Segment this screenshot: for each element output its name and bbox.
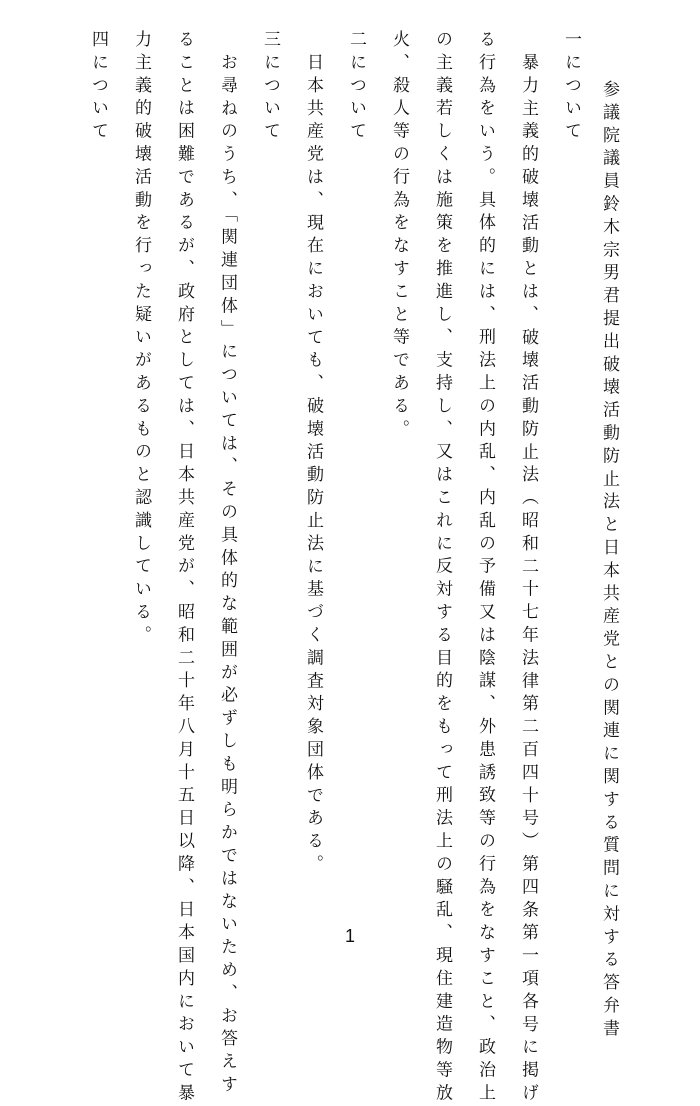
page-number: 1: [344, 926, 355, 946]
section-1-line-4: 火、殺人等の行為をなすこと等である。: [389, 30, 409, 443]
section-heading-1: 一について: [561, 30, 581, 145]
section-3-line-2: ることは困難であるが、政府としては、日本共産党が、昭和二十年八月十五日以降、日本国内において暴: [174, 30, 194, 1106]
section-3-line-3: 力主義的破壊活動を行った疑いがあるものと認識している。: [131, 30, 151, 649]
section-heading-3: 三について: [260, 30, 280, 145]
section-heading-4: 四について: [88, 30, 108, 145]
section-heading-2: 二について: [346, 30, 366, 145]
section-1-line-3: の主義若しくは施策を推進し、支持し、又はこれに反対する目的をもって刑法上の騒乱、現住建造物等放: [432, 30, 452, 1106]
document-title: 参議院議員鈴木宗男君提出破壊活動防止法と日本共産党との関連に関する質問に対する答弁書: [599, 80, 619, 1042]
section-3-line-1: お尋ねのうち、「関連団体」については、その具体的な範囲が必ずしも明らかではないため、お答えす: [217, 53, 237, 1098]
section-1-line-1: 暴力主義的破壊活動とは、破壊活動防止法（昭和二十七年法律第二百四十号）第四条第一項各号に掲げ: [518, 53, 538, 1106]
section-2-line-1: 日本共産党は、現在においても、破壊活動防止法に基づく調査対象団体である。: [303, 53, 323, 878]
section-1-line-2: る行為をいう。具体的には、刑法上の内乱、内乱の予備又は陰謀、外患誘致等の行為をなすこと、政治上: [475, 30, 495, 1106]
